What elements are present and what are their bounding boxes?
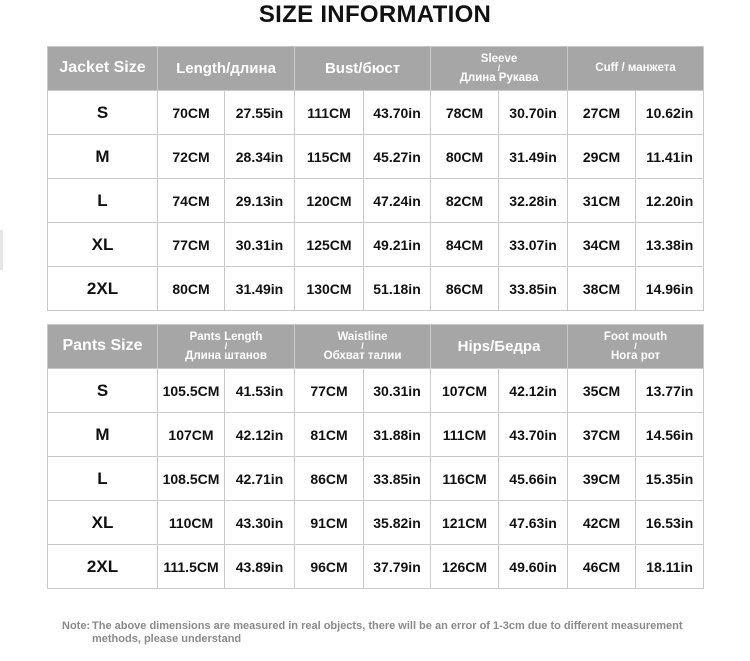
jacket-header-row bbox=[48, 47, 704, 91]
measurement-cell: 32.28in bbox=[499, 179, 568, 223]
measurement-cell: 33.85in bbox=[364, 457, 431, 501]
measurement-cell: 12.20in bbox=[636, 179, 704, 223]
measurement-cell: 107CM bbox=[431, 369, 499, 413]
size-label-cell: S bbox=[48, 369, 158, 413]
measurement-cell: 47.63in bbox=[499, 501, 568, 545]
measurement-cell: 16.53in bbox=[636, 501, 704, 545]
measurement-cell: 81CM bbox=[295, 413, 364, 457]
sleeve-header-en: Sleeve bbox=[480, 52, 518, 65]
measurement-cell: 14.96in bbox=[636, 267, 704, 311]
measurement-cell: 111CM bbox=[431, 413, 499, 457]
size-label-cell: S bbox=[48, 91, 158, 135]
pants-size-table bbox=[47, 324, 704, 589]
measurement-cell: 31.49in bbox=[499, 135, 568, 179]
jacket-sleeve-header bbox=[431, 47, 568, 91]
measurement-cell: 116CM bbox=[431, 457, 499, 501]
foot-header-en: Foot mouth bbox=[603, 330, 668, 343]
measurement-cell: 110CM bbox=[158, 501, 225, 545]
measurement-cell: 108.5CM bbox=[158, 457, 225, 501]
measurement-cell: 130CM bbox=[295, 267, 364, 311]
pants-length-header-en: Pants Length bbox=[189, 330, 263, 343]
measurement-cell: 31.49in bbox=[225, 267, 295, 311]
measurement-cell: 45.27in bbox=[364, 135, 431, 179]
measurement-cell: 14.56in bbox=[636, 413, 704, 457]
measurement-cell: 42.12in bbox=[499, 369, 568, 413]
measurement-cell: 84CM bbox=[431, 223, 499, 267]
measurement-cell: 74CM bbox=[158, 179, 225, 223]
measurement-cell: 35CM bbox=[568, 369, 636, 413]
measurement-cell: 43.70in bbox=[364, 91, 431, 135]
measurement-cell: 125CM bbox=[295, 223, 364, 267]
measurement-cell: 45.66in bbox=[499, 457, 568, 501]
pants-table-body bbox=[48, 369, 704, 589]
measurement-cell: 70CM bbox=[158, 91, 225, 135]
measurement-cell: 43.70in bbox=[499, 413, 568, 457]
note-line-1: The above dimensions are measured in real objects, there will be an error of 1-3cm due to different measurement bbox=[92, 620, 683, 632]
size-label-cell: 2XL bbox=[48, 267, 158, 311]
table-row bbox=[48, 457, 704, 501]
measurement-cell: 126CM bbox=[431, 545, 499, 589]
measurement-cell: 82CM bbox=[431, 179, 499, 223]
measurement-cell: 38CM bbox=[568, 267, 636, 311]
measurement-cell: 27CM bbox=[568, 91, 636, 135]
measurement-cell: 115CM bbox=[295, 135, 364, 179]
jacket-length-header: Length/длина bbox=[158, 47, 295, 91]
measurement-cell: 39CM bbox=[568, 457, 636, 501]
pants-length-header bbox=[158, 325, 295, 369]
note-line-2: methods, please understand bbox=[92, 633, 242, 645]
measurement-cell: 120CM bbox=[295, 179, 364, 223]
measurement-cell: 33.85in bbox=[499, 267, 568, 311]
measurement-cell: 121CM bbox=[431, 501, 499, 545]
measurement-cell: 72CM bbox=[158, 135, 225, 179]
measurement-cell: 91CM bbox=[295, 501, 364, 545]
measurement-cell: 31.88in bbox=[364, 413, 431, 457]
measurement-cell: 42CM bbox=[568, 501, 636, 545]
waist-header-sep: / bbox=[361, 341, 364, 351]
measurement-cell: 31CM bbox=[568, 179, 636, 223]
edge-mark bbox=[0, 230, 3, 270]
page-title: SIZE INFORMATION bbox=[258, 1, 492, 28]
pants-hips-header: Hips/Бедра bbox=[431, 325, 568, 369]
pants-length-header-ru: Длина штанов bbox=[185, 350, 267, 362]
measurement-cell: 37.79in bbox=[364, 545, 431, 589]
measurement-cell: 30.31in bbox=[225, 223, 295, 267]
measurement-cell: 49.60in bbox=[499, 545, 568, 589]
waist-header-ru: Обхват талии bbox=[323, 350, 402, 362]
measurement-cell: 86CM bbox=[431, 267, 499, 311]
measurement-cell: 111.5CM bbox=[158, 545, 225, 589]
measurement-cell: 41.53in bbox=[225, 369, 295, 413]
size-label-cell: M bbox=[48, 135, 158, 179]
measurement-cell: 29.13in bbox=[225, 179, 295, 223]
note-label: Note: bbox=[62, 620, 91, 632]
table-row bbox=[48, 91, 704, 135]
measurement-cell: 43.89in bbox=[225, 545, 295, 589]
table-row bbox=[48, 545, 704, 589]
jacket-size-table bbox=[47, 46, 704, 311]
pants-foot-header bbox=[568, 325, 704, 369]
measurement-cell: 47.24in bbox=[364, 179, 431, 223]
measurement-cell: 78CM bbox=[431, 91, 499, 135]
measurement-cell: 13.77in bbox=[636, 369, 704, 413]
measurement-cell: 29CM bbox=[568, 135, 636, 179]
table-row bbox=[48, 413, 704, 457]
pants-size-header: Pants Size bbox=[48, 325, 158, 369]
measurement-cell: 49.21in bbox=[364, 223, 431, 267]
measurement-cell: 51.18in bbox=[364, 267, 431, 311]
measurement-cell: 96CM bbox=[295, 545, 364, 589]
size-label-cell: XL bbox=[48, 223, 158, 267]
measurement-cell: 10.62in bbox=[636, 91, 704, 135]
pants-header-row bbox=[48, 325, 704, 369]
measurement-cell: 13.38in bbox=[636, 223, 704, 267]
table-row bbox=[48, 135, 704, 179]
measurement-cell: 111CM bbox=[295, 91, 364, 135]
jacket-bust-header: Bust/бюст bbox=[295, 47, 431, 91]
measurement-cell: 37CM bbox=[568, 413, 636, 457]
measurement-cell: 77CM bbox=[295, 369, 364, 413]
measurement-cell: 77CM bbox=[158, 223, 225, 267]
sleeve-header-sep: / bbox=[497, 63, 501, 73]
table-row bbox=[48, 179, 704, 223]
size-label-cell: 2XL bbox=[48, 545, 158, 589]
foot-header-ru: Нога рот bbox=[610, 350, 661, 362]
jacket-size-header: Jacket Size bbox=[48, 47, 158, 91]
foot-header-sep: / bbox=[634, 341, 637, 351]
measurement-cell: 86CM bbox=[295, 457, 364, 501]
measurement-cell: 80CM bbox=[158, 267, 225, 311]
measurement-cell: 11.41in bbox=[636, 135, 704, 179]
jacket-cuff-header: Cuff / манжета bbox=[568, 47, 704, 91]
table-row bbox=[48, 267, 704, 311]
measurement-cell: 105.5CM bbox=[158, 369, 225, 413]
measurement-cell: 42.12in bbox=[225, 413, 295, 457]
size-label-cell: M bbox=[48, 413, 158, 457]
table-row bbox=[48, 223, 704, 267]
size-label-cell: L bbox=[48, 179, 158, 223]
waist-header-en: Waistline bbox=[337, 330, 388, 343]
table-row bbox=[48, 501, 704, 545]
measurement-cell: 107CM bbox=[158, 413, 225, 457]
measurement-cell: 27.55in bbox=[225, 91, 295, 135]
measurement-cell: 15.35in bbox=[636, 457, 704, 501]
measurement-cell: 28.34in bbox=[225, 135, 295, 179]
measurement-cell: 35.82in bbox=[364, 501, 431, 545]
measurement-cell: 34CM bbox=[568, 223, 636, 267]
jacket-table-body bbox=[48, 91, 704, 311]
measurement-cell: 43.30in bbox=[225, 501, 295, 545]
size-label-cell: XL bbox=[48, 501, 158, 545]
measurement-note bbox=[62, 620, 712, 646]
measurement-cell: 30.70in bbox=[499, 91, 568, 135]
measurement-cell: 80CM bbox=[431, 135, 499, 179]
table-row bbox=[48, 369, 704, 413]
measurement-cell: 42.71in bbox=[225, 457, 295, 501]
measurement-cell: 30.31in bbox=[364, 369, 431, 413]
pants-length-header-sep: / bbox=[224, 341, 228, 351]
measurement-cell: 33.07in bbox=[499, 223, 568, 267]
pants-waist-header bbox=[295, 325, 431, 369]
size-label-cell: L bbox=[48, 457, 158, 501]
measurement-cell: 18.11in bbox=[636, 545, 704, 589]
measurement-cell: 46CM bbox=[568, 545, 636, 589]
sleeve-header-ru: Длина Рукава bbox=[459, 72, 539, 84]
